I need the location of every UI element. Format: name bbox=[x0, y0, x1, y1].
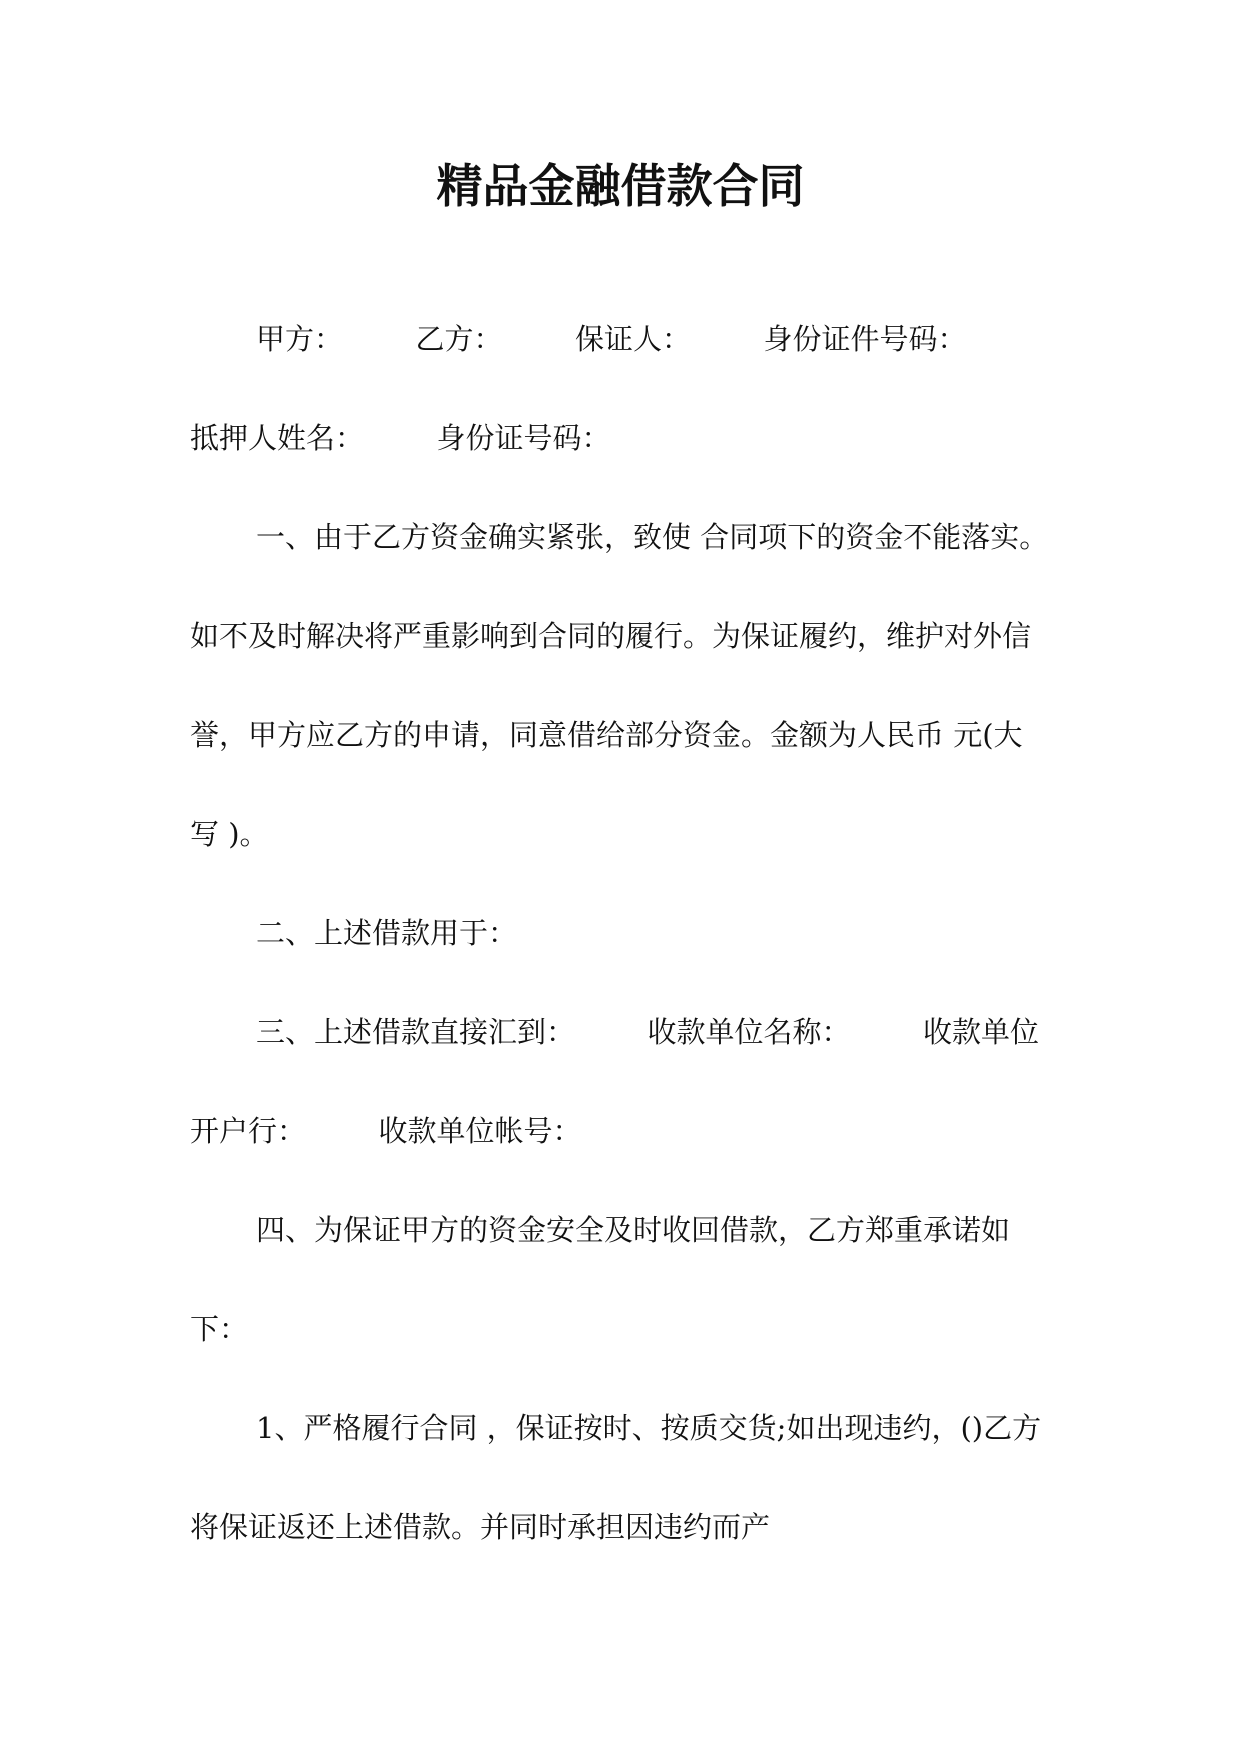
document-title: 精品金融借款合同 bbox=[436, 159, 805, 213]
clause-3: 三、上述借款直接汇到： 收款单位名称： 收款单位开户行： 收款单位帐号： bbox=[190, 1015, 1040, 1148]
clause-4: 四、为保证甲方的资金安全及时收回借款，乙方郑重承诺如下： bbox=[190, 1213, 1011, 1346]
clause-4-item-1: 1、严格履行合同 ，保证按时、按质交货;如出现违约，()乙方将保证返还上述借款。并同时承担因违约而产 bbox=[190, 1411, 1042, 1544]
clause-1: 一、由于乙方资金确实紧张，致使 合同项下的资金不能落实。如不及时解决将严重影响到合同的履行。为保证履约，维护对外信誉，甲方应乙方的申请，同意借给部分资金。金额为人民币 元(大写 )。 bbox=[190, 520, 1049, 851]
document-body bbox=[190, 290, 1050, 1577]
parties-line: 甲方： 乙方： 保证人： 身份证件号码： bbox=[256, 322, 967, 356]
clause-2: 二、上述借款用于： bbox=[256, 916, 518, 950]
mortgagor-line: 抵押人姓名： 身份证号码： bbox=[190, 421, 611, 455]
